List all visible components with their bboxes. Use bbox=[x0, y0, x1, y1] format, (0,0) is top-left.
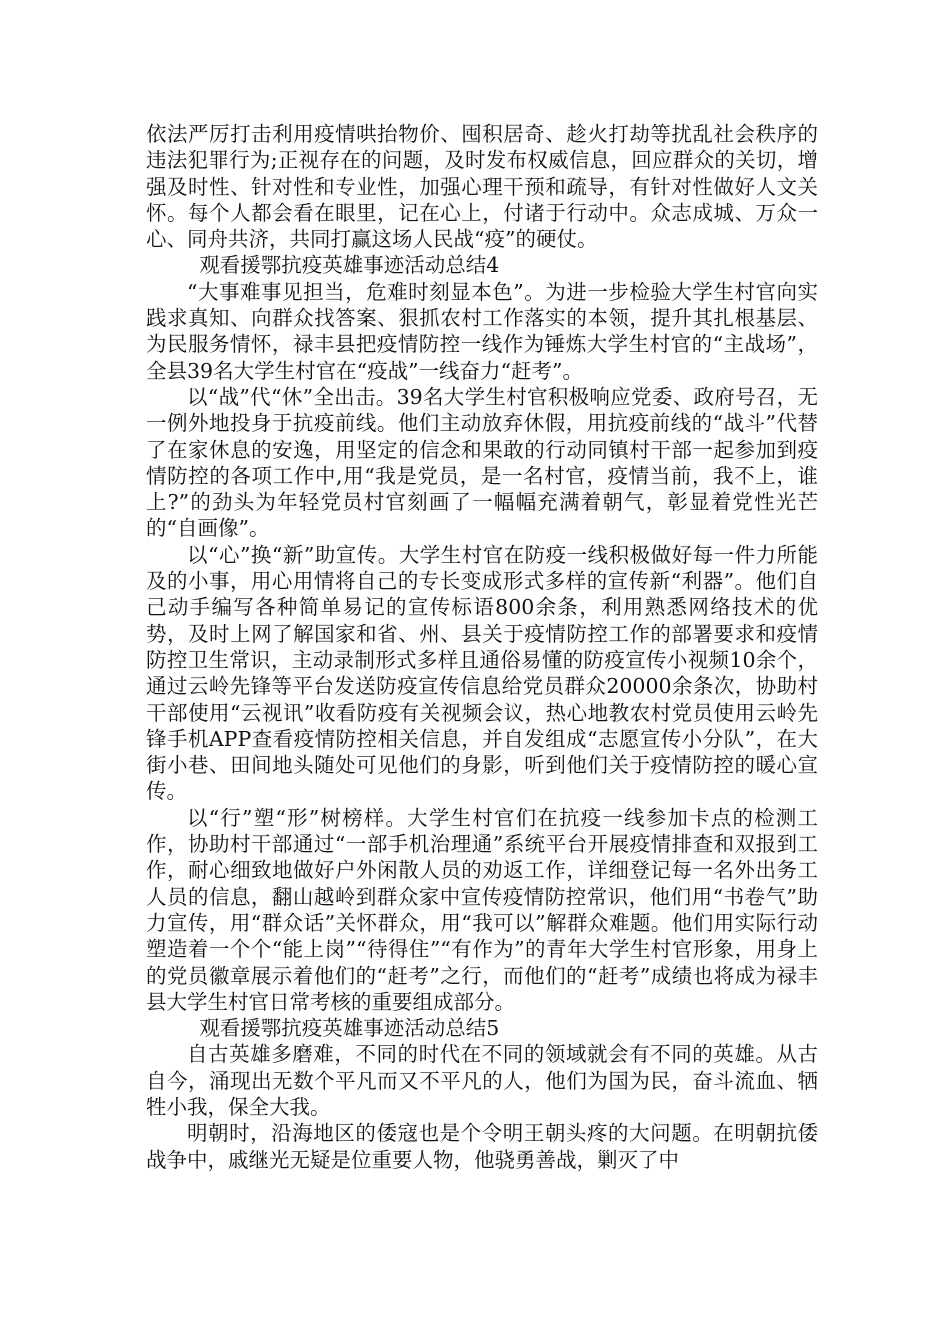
paragraph-6: 自古英雄多磨难，不同的时代在不同的领域就会有不同的英雄。从古自今，涌现出无数个平凡而又不平凡的人，他们为国为民，奋斗流血、牺牲小我，保全大我。 bbox=[146, 1042, 818, 1119]
paragraph-2: “大事难事见担当，危难时刻显本色”。为进一步检验大学生村官向实践求真知、向群众找答案、狠抓农村工作落实的本领，提升其扎根基层、为民服务情怀，禄丰县把疫情防控一线作为锤炼大学生村官的“主战场”，全县39名大学生村官在“疫战”一线奋力“赶考”。 bbox=[146, 279, 818, 383]
section-heading-4: 观看援鄂抗疫英雄事迹活动总结4 bbox=[199, 253, 500, 278]
section-heading-5: 观看援鄂抗疫英雄事迹活动总结5 bbox=[199, 1016, 500, 1041]
paragraph-4: 以“心”换“新”助宣传。大学生村官在防疫一线积极做好每一件力所能及的小事，用心用情将自己的专长变成形式多样的宣传新“利器”。他们自己动手编写各种简单易记的宣传标语800余条，利用熟悉网络技术的优势，及时上网了解国家和省、州、县关于疫情防控工作的部署要求和疫情防控卫生常识，主动录制形式多样且通俗易懂的防疫宣传小视频10余个，通过云岭先锋等平台发送防疫宣传信息给党员群众20000余条次，协助村干部使用“云视讯”收看防疫有关视频会议，热心地教农村党员使用云岭先锋手机APP查看疫情防控相关信息，并自发组成“志愿宣传小分队”，在大街小巷、田间地头随处可见他们的身影，听到他们关于疫情防控的暖心宣传。 bbox=[146, 542, 818, 804]
paragraph-1: 依法严厉打击利用疫情哄抬物价、囤积居奇、趁火打劫等扰乱社会秩序的违法犯罪行为;正视存在的问题，及时发布权威信息，回应群众的关切，增强及时性、针对性和专业性，加强心理干预和疏导，有针对性做好人文关怀。每个人都会看在眼里，记在心上，付诸于行动中。众志成城、万众一心、同舟共济，共同打赢这场人民战“疫”的硬仗。 bbox=[146, 122, 818, 252]
document-body bbox=[146, 121, 818, 1173]
paragraph-3: 以“战”代“休”全出击。39名大学生村官积极响应党委、政府号召，无一例外地投身于抗疫前线。他们主动放弃休假，用抗疫前线的“战斗”代替了在家休息的安逸，用坚定的信念和果敢的行动同镇村干部一起参加到疫情防控的各项工作中,用“我是党员，是一名村官，疫情当前，我不上，谁上?”的劲头为年轻党员村官刻画了一幅幅充满着朝气，彰显着党性光芒的“自画像”。 bbox=[146, 384, 818, 541]
paragraph-5: 以“行”塑“形”树榜样。大学生村官们在抗疫一线参加卡点的检测工作，协助村干部通过“一部手机治理通”系统平台开展疫情排查和双报到工作，耐心细致地做好户外闲散人员的劝返工作，详细登记每一名外出务工人员的信息，翻山越岭到群众家中宣传疫情防控常识，他们用“书卷气”助力宣传，用“群众话”关怀群众，用“我可以”解群众难题。他们用实际行动塑造着一个个“能上岗”“待得住”“有作为”的青年大学生村官形象，用身上的党员徽章展示着他们的“赶考”之行，而他们的“赶考”成绩也将成为禄丰县大学生村官日常考核的重要组成部分。 bbox=[146, 805, 818, 1014]
paragraph-7: 明朝时，沿海地区的倭寇也是个令明王朝头疼的大问题。在明朝抗倭战争中，戚继光无疑是位重要人物，他骁勇善战，剿灭了中 bbox=[146, 1121, 818, 1172]
